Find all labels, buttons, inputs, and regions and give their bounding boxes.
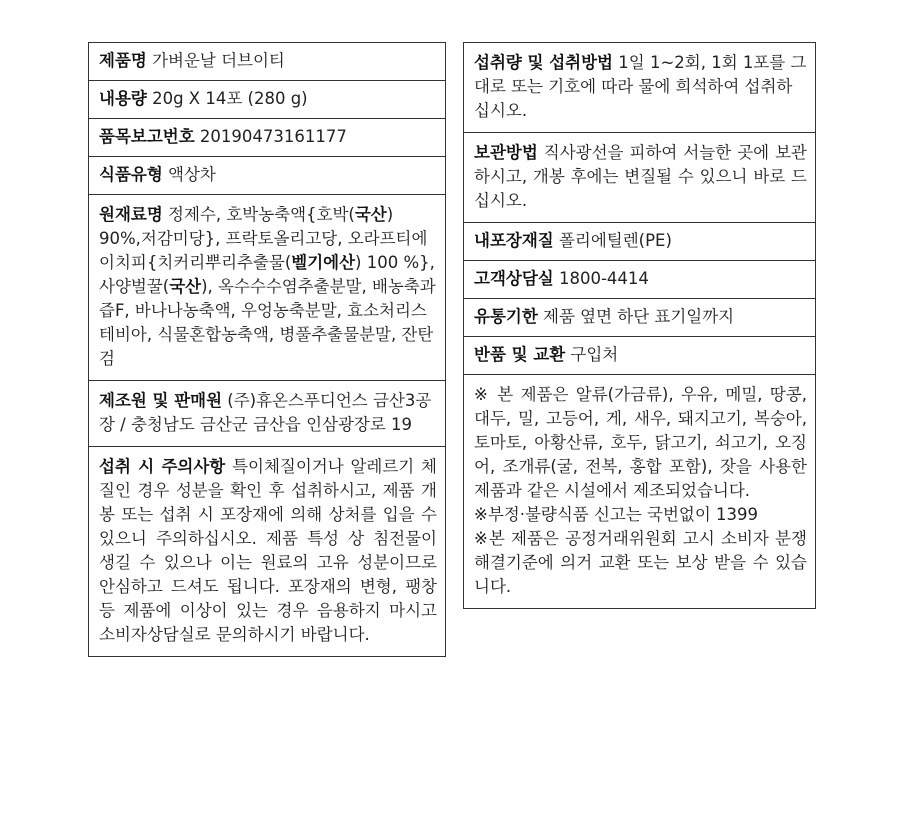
notes-row <box>464 375 815 608</box>
returns-value: 구입처 <box>565 345 619 364</box>
ingredients-label: 원재료명 <box>99 205 163 224</box>
expiry-label: 유통기한 <box>474 307 538 326</box>
product-name-value: 가벼운날 더브이티 <box>146 51 285 70</box>
intake-label: 섭취량 및 섭취방법 <box>474 53 614 72</box>
dispute-notice: ※본 제품은 공정거래위원회 고시 소비자 분쟁해결기준에 의거 교환 또는 보상 받을 수 있습니다. <box>474 529 807 596</box>
ingredients-text-4: ), 옥수수수염추출분말, 배농축과즙F, 바나나농축액, 우엉농축분말, 효소처리스테비아, 식물혼합농축액, 병풀추출물분말, 잔탄검 <box>99 277 436 368</box>
ingredients-row <box>89 195 445 381</box>
content-amount-label: 내용량 <box>99 89 147 108</box>
intake-value: 1일 1~2회, 1회 1포를 그대로 또는 기호에 따라 물에 희석하여 섭취하십시오. <box>474 53 807 120</box>
storage-value: 직사광선을 피하여 서늘한 곳에 보관하시고, 개봉 후에는 변질될 수 있으니 바로 드십시오. <box>474 143 807 210</box>
customer-center-label: 고객상담실 <box>474 269 554 288</box>
food-type-label: 식품유형 <box>99 165 163 184</box>
caution-row <box>89 447 445 656</box>
storage-row <box>464 133 815 223</box>
expiry-row <box>464 299 815 337</box>
content-amount-value: 20g X 14포 (280 g) <box>146 89 308 108</box>
packaging-label: 내포장재질 <box>474 231 554 250</box>
report-number-value: 20190473161177 <box>194 127 347 146</box>
report-notice: ※부정·불량식품 신고는 국번없이 1399 <box>474 505 759 524</box>
intake-row <box>464 43 815 133</box>
report-number-row <box>89 119 445 157</box>
food-type-value: 액상차 <box>162 165 216 184</box>
storage-label: 보관방법 <box>474 143 538 162</box>
product-name-row <box>89 43 445 81</box>
manufacturer-value: (주)휴온스푸디언스 금산3공장 / 충청남도 금산군 금산읍 인삼광장로 19 <box>99 391 432 434</box>
manufacturer-row <box>89 381 445 447</box>
ingredients-text-3: ) 100 %}, 사양벌꿀( <box>99 253 435 296</box>
right-info-column <box>463 42 816 609</box>
ingredients-origin-1: 국산 <box>354 205 387 224</box>
product-name-label: 제품명 <box>99 51 147 70</box>
packaging-row <box>464 223 815 261</box>
ingredients-origin-2: 벨기에산 <box>291 253 356 272</box>
returns-label: 반품 및 교환 <box>474 345 566 364</box>
left-info-column <box>88 42 446 657</box>
expiry-value: 제품 옆면 하단 표기일까지 <box>537 307 735 326</box>
report-number-label: 품목보고번호 <box>99 127 195 146</box>
ingredients-text-1: 정제수, 호박농축액{호박( <box>162 205 355 224</box>
caution-label: 섭취 시 주의사항 <box>99 457 226 476</box>
customer-center-value: 1800-4414 <box>553 269 649 288</box>
ingredients-text-2: ) 90%,저감미당}, 프락토올리고당, 오라프티에이치피{치커리뿌리추출물( <box>99 205 428 272</box>
caution-value: 특이체질이거나 알레르기 체질인 경우 성분을 확인 후 섭취하시고, 제품 개봉 또는 섭취 시 포장재에 의해 상처를 입을 수 있으니 주의하십시오. 제품 특성 상 침전물이 생길 수 있으나 이는 원료의 고유 성분이므로 안심하고 드셔도 됩니다. 포장재의 변형, 팽창 등 제품에 이상이 있는 경우 음용하지 마시고 소비자상담실로 문의하시기 바랍니다. <box>99 457 437 644</box>
manufacturer-label: 제조원 및 판매원 <box>99 391 223 410</box>
allergen-notice: ※ 본 제품은 알류(가금류), 우유, 메밀, 땅콩, 대두, 밀, 고등어, 게, 새우, 돼지고기, 복숭아, 토마토, 아황산류, 호두, 닭고기, 쇠고기, 오징어, 조개류(굴, 전복, 홍합 포함), 잣을 사용한 제품과 같은 시설에서 제조되었습니다. <box>474 385 807 500</box>
returns-row <box>464 337 815 375</box>
ingredients-origin-3: 국산 <box>169 277 202 296</box>
customer-center-row <box>464 261 815 299</box>
packaging-value: 폴리에틸렌(PE) <box>553 231 672 250</box>
food-type-row <box>89 157 445 195</box>
content-amount-row <box>89 81 445 119</box>
